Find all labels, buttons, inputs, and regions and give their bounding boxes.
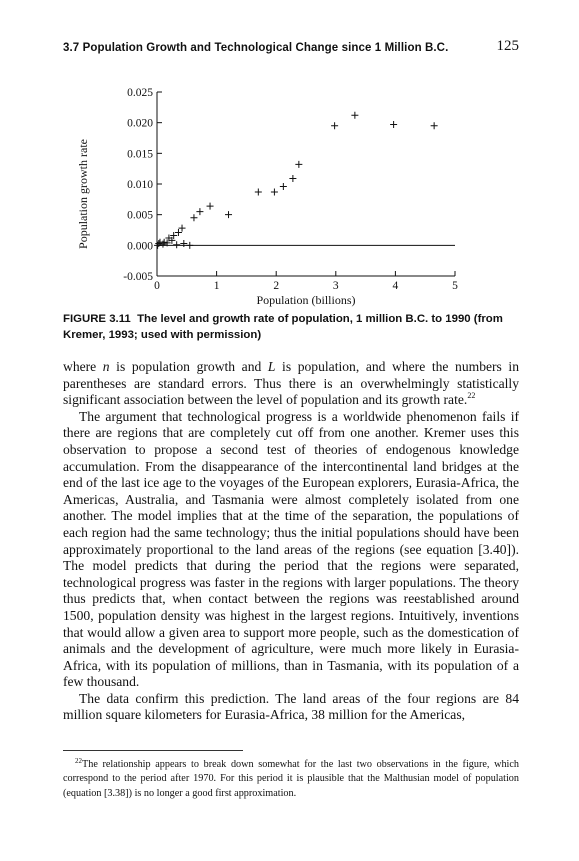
text-run: is population, and where the numbers in parentheses are standard errors. Thus there is an overwhelmingly statistically significant association between the level of population and its growth rate. (63, 359, 520, 408)
text-run: is population growth and (109, 359, 268, 374)
data-point (175, 229, 182, 236)
text-run: where (63, 359, 103, 374)
page-number: 125 (496, 38, 519, 54)
y-tick-label: 0.020 (127, 117, 153, 130)
figure-caption-text: The level and growth rate of population, 1 million B.C. to 1990 (from Kremer, 1993; used with permission) (63, 313, 503, 341)
footnote-22 (63, 758, 519, 801)
data-point (190, 214, 197, 221)
y-tick-label: 0.000 (127, 240, 153, 253)
data-point (351, 112, 358, 119)
y-tick-label: -0.005 (123, 271, 153, 283)
data-point (271, 188, 278, 195)
y-axis-label: Population growth rate (76, 139, 90, 249)
body-text (63, 359, 519, 724)
data-point (173, 241, 180, 248)
var-L: L (267, 359, 276, 374)
data-point (225, 211, 232, 218)
data-point (280, 183, 287, 190)
footnote-rule (63, 750, 243, 751)
data-point (207, 203, 214, 210)
data-point (159, 241, 166, 248)
section-title: 3.7 Population Growth and Technological Change since 1 Million B.C. (63, 42, 449, 54)
x-tick-label: 2 (273, 280, 280, 292)
data-point (186, 242, 193, 249)
footnote-marker: 22 (75, 757, 82, 765)
data-point (179, 225, 186, 232)
x-tick-label: 3 (332, 280, 339, 292)
data-point (255, 188, 262, 195)
data-point (180, 240, 187, 247)
data-point (196, 208, 203, 215)
x-tick-label: 1 (213, 280, 220, 292)
data-point (295, 161, 302, 168)
paragraph-2: The argument that technological progress is a worldwide phenomenon fails if there are regions that are completely cut off from one another. Kremer uses this observation to propose a second test of theories of endogenous knowledge accumulation. From the disappearance of the intercontinental land bridges at the end of the last ice age to the voyages of the European explorers, Eurasia-Africa, the Americas, Australia, and Tasmania were almost completely isolated from one another. The model implies that at the time of the separation, the populations of each region had the same technology; thus the initial populations should have been approximately proportional to the land areas of the regions (see equation [3.40]). The model predicts that during the period that the regions were separated, technological progress was faster in the regions with larger populations. The theory thus predicts that, when contact between the regions was reestablished around 1500, population density was highest in the largest regions. Intuitively, inventions that would allow a given area to support more people, such as the domestication of animals and the development of agriculture, were much more likely in Eurasia-Africa, with its population of millions, than in Tasmania, with its population of a few thousand. (63, 408, 519, 690)
figure-label: FIGURE 3.11 (63, 313, 131, 325)
data-point (161, 239, 168, 246)
y-tick-label: 0.010 (127, 179, 153, 191)
figure-3-11-scatter-chart (60, 78, 480, 308)
y-tick-label: 0.025 (127, 87, 153, 99)
y-tick-label: 0.005 (127, 209, 153, 222)
running-header (63, 38, 519, 60)
var-n: n (102, 359, 110, 374)
data-point (155, 240, 162, 247)
data-point (289, 175, 296, 182)
x-tick-label: 5 (452, 280, 458, 292)
paragraph-3: The data confirm this prediction. The land areas of the four regions are 84 million square kilometers for Eurasia-Africa, 38 million for the Americas, (63, 690, 519, 723)
data-point (331, 122, 338, 129)
x-tick-label: 4 (392, 280, 399, 292)
data-point (431, 122, 438, 129)
y-tick-label: 0.015 (127, 148, 153, 161)
footnote-ref-22[interactable]: 22 (467, 391, 476, 401)
data-point (390, 121, 397, 128)
figure-caption (63, 311, 519, 343)
x-tick-label: 0 (154, 280, 160, 292)
x-axis-label: Population (billions) (256, 293, 356, 307)
footnote-text: The relationship appears to break down somewhat for the last two observations in the figure, which correspond to the period after 1970. For this period it is plausible that the Malthusian model of population (equation [3.38]) is no longer a good first approximation. (63, 759, 519, 799)
paragraph-1 (63, 359, 519, 409)
